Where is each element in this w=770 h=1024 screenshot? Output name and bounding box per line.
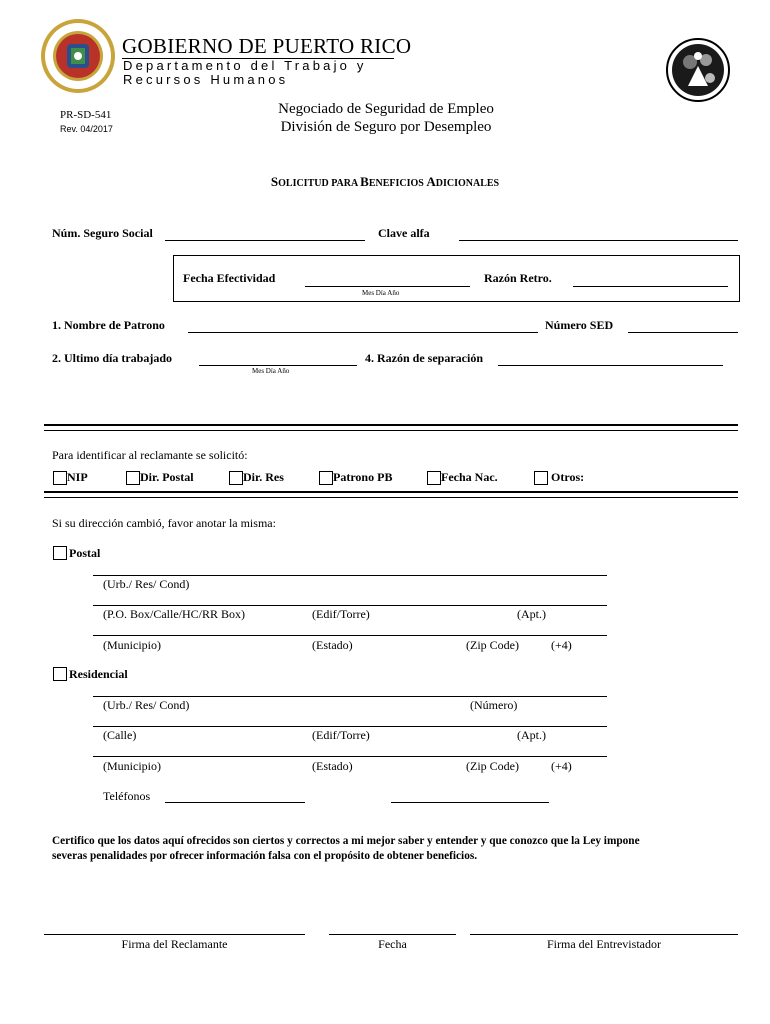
urb-label: (Urb./ Res/ Cond) [103, 577, 190, 591]
office-line1: Negociado de Seguridad de Empleo [278, 101, 494, 117]
postal-line-3[interactable] [93, 635, 607, 636]
firma-entrevistador-line[interactable] [470, 934, 738, 935]
title-part2: ENEFICIOS [368, 178, 427, 189]
ultimo-dia-field[interactable] [199, 365, 357, 366]
clave-field[interactable] [459, 240, 738, 241]
form-code: PR-SD-541 [60, 109, 112, 121]
option-dir-res-label: Dir. Res [243, 470, 284, 484]
divider-top-1 [44, 424, 738, 426]
option-dir-postal-label: Dir. Postal [140, 470, 194, 484]
edif2-label: (Edif/Torre) [312, 728, 370, 742]
form-title [0, 174, 770, 190]
plus4b-label: (+4) [551, 759, 572, 773]
identificacion-prompt: Para identificar al reclamante se solicitó: [52, 448, 248, 462]
telefono-field-2[interactable] [391, 802, 549, 803]
date-format-hint: Mes Día Año [362, 289, 400, 297]
numero-label: (Número) [470, 698, 518, 712]
numero-sed-label: Número SED [545, 318, 614, 332]
apt2-label: (Apt.) [517, 728, 546, 742]
date-format-hint-2: Mes Día Año [252, 367, 290, 375]
checkbox-fecha-nac[interactable] [427, 471, 441, 485]
title-part1: OLICITUD PARA [278, 178, 361, 189]
residencial-label: Residencial [69, 667, 128, 681]
checkbox-residencial[interactable] [53, 667, 67, 681]
res-line-3[interactable] [93, 756, 607, 757]
postal-line-1[interactable] [93, 575, 607, 576]
option-fecha-nac-label: Fecha Nac. [441, 470, 498, 484]
calle-label: (Calle) [103, 728, 137, 742]
plus4-label: (+4) [551, 638, 572, 652]
telefono-field-1[interactable] [165, 802, 305, 803]
option-otros-label: Otros: [551, 470, 585, 484]
fecha-firma-label: Fecha [378, 937, 407, 951]
res-line-1[interactable] [93, 696, 607, 697]
municipio2-label: (Municipio) [103, 759, 161, 773]
razon-retro-label: Razón Retro. [484, 271, 552, 285]
certificacion-line2: severas penalidades por ofrecer información falsa con el propósito de obtener beneficios. [52, 850, 478, 862]
title-cap-b: B [360, 174, 369, 189]
checkbox-postal[interactable] [53, 546, 67, 560]
urb2-label: (Urb./ Res/ Cond) [103, 698, 190, 712]
gov-title: GOBIERNO DE PUERTO RICO [122, 34, 412, 58]
option-nip-label: NIP [67, 470, 88, 484]
checkbox-dir-postal[interactable] [126, 471, 140, 485]
telefonos-label: Teléfonos [103, 789, 151, 803]
dept-line2: Recursos Humanos [123, 72, 289, 87]
checkbox-patrono-pb[interactable] [319, 471, 333, 485]
municipio-label: (Municipio) [103, 638, 161, 652]
fecha-firma-line[interactable] [329, 934, 456, 935]
direccion-prompt: Si su dirección cambió, favor anotar la misma: [52, 516, 276, 530]
postal-label: Postal [69, 546, 101, 560]
checkbox-otros[interactable] [534, 471, 548, 485]
divider-top-2 [44, 430, 738, 431]
checkbox-dir-res[interactable] [229, 471, 243, 485]
fecha-efectividad-field[interactable] [305, 286, 470, 287]
title-cap-a: A [426, 174, 436, 189]
firma-reclamante-line[interactable] [44, 934, 305, 935]
zip2-label: (Zip Code) [466, 759, 519, 773]
title-cap-s: S [270, 174, 279, 189]
ssn-label: Núm. Seguro Social [52, 226, 153, 240]
ssn-field[interactable] [165, 240, 365, 241]
postal-line-2[interactable] [93, 605, 607, 606]
divider-mid-1 [44, 491, 738, 493]
res-line-2[interactable] [93, 726, 607, 727]
firma-entrevistador-label: Firma del Entrevistador [547, 937, 661, 951]
patrono-field[interactable] [188, 332, 538, 333]
dtrh-logo [666, 38, 730, 102]
certificacion-line1: Certifico que los datos aquí ofrecidos son ciertos y correctos a mi mejor saber y entender y que conozco que la Ley impone [52, 835, 640, 847]
form-rev: Rev. 04/2017 [60, 124, 113, 134]
divider-mid-2 [44, 497, 738, 498]
clave-label: Clave alfa [378, 226, 430, 240]
numero-sed-field[interactable] [628, 332, 738, 333]
dept-line1: Departamento del Trabajo y [123, 58, 367, 73]
office-line2: División de Seguro por Desempleo [280, 119, 492, 135]
pobox-label: (P.O. Box/Calle/HC/RR Box) [103, 607, 246, 621]
razon-retro-field[interactable] [573, 286, 728, 287]
fecha-efectividad-label: Fecha Efectividad [183, 271, 276, 285]
pr-seal [40, 18, 116, 94]
apt-label: (Apt.) [517, 607, 546, 621]
ultimo-dia-label: 2. Ultimo día trabajado [52, 351, 172, 365]
razon-separacion-field[interactable] [498, 365, 723, 366]
razon-separacion-label: 4. Razón de separación [365, 351, 483, 365]
patrono-label: 1. Nombre de Patrono [52, 318, 165, 332]
firma-reclamante-label: Firma del Reclamante [121, 937, 228, 951]
edif-label: (Edif/Torre) [312, 607, 370, 621]
estado-label: (Estado) [312, 638, 353, 652]
title-part3: DICIONALES [435, 178, 500, 189]
checkbox-nip[interactable] [53, 471, 67, 485]
zip-label: (Zip Code) [466, 638, 519, 652]
estado2-label: (Estado) [312, 759, 353, 773]
option-patrono-pb-label: Patrono PB [333, 470, 393, 484]
